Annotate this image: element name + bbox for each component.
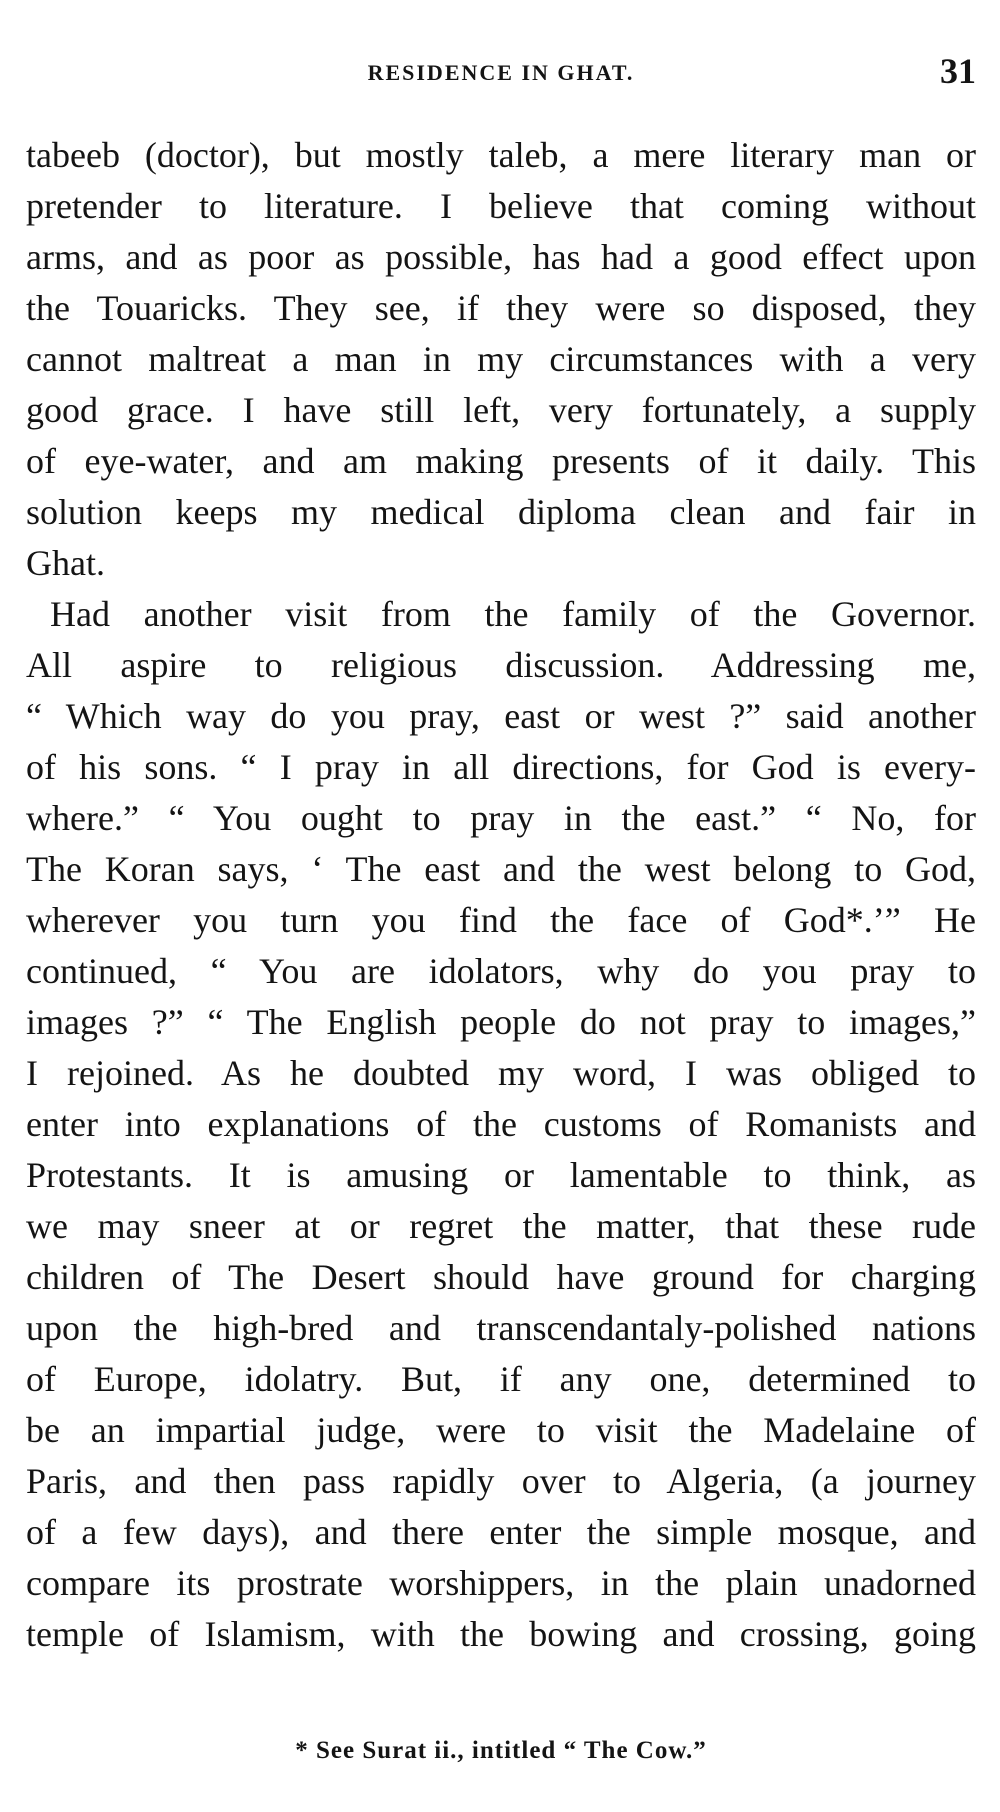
text-line: continued, “ You are idolators, why do you pray to <box>26 951 976 991</box>
text-line: of Europe, idolatry. But, if any one, determined to <box>26 1359 976 1399</box>
page-header <box>26 50 976 94</box>
text-line: Ghat. <box>26 543 105 583</box>
text-line: pretender to literature. I believe that coming without <box>26 186 976 226</box>
text-line: wherever you turn you find the face of God*.’” He <box>26 900 976 940</box>
text-line: enter into explanations of the customs of Romanists and <box>26 1104 976 1144</box>
footnote: * See Surat ii., intitled “ The Cow.” <box>295 1737 707 1764</box>
text-line: upon the high-bred and transcendantaly-polished nations <box>26 1308 976 1348</box>
text-line: arms, and as poor as possible, has had a good effect upon <box>26 237 976 277</box>
text-line: “ Which way do you pray, east or west ?” said another <box>26 696 976 736</box>
text-line: images ?” “ The English people do not pray to images,” <box>26 1002 976 1042</box>
text-line: temple of Islamism, with the bowing and crossing, going <box>26 1614 976 1654</box>
text-line: be an impartial judge, were to visit the Madelaine of <box>26 1410 976 1450</box>
body-text <box>26 130 976 1660</box>
text-line: cannot maltreat a man in my circumstances with a very <box>26 339 976 379</box>
text-line: compare its prostrate worshippers, in the plain unadorned <box>26 1563 976 1603</box>
text-line: of eye-water, and am making presents of it daily. This <box>26 441 976 481</box>
text-line: where.” “ You ought to pray in the east.” “ No, for <box>26 798 976 838</box>
running-head: RESIDENCE IN GHAT. <box>367 60 635 85</box>
text-line: Paris, and then pass rapidly over to Algeria, (a journey <box>26 1461 976 1501</box>
text-line: children of The Desert should have ground for charging <box>26 1257 976 1297</box>
text-line: solution keeps my medical diploma clean and fair in <box>26 492 976 532</box>
text-line: Protestants. It is amusing or lamentable to think, as <box>26 1155 976 1195</box>
text-line: of a few days), and there enter the simple mosque, and <box>26 1512 976 1552</box>
text-line: good grace. I have still left, very fortunately, a supply <box>26 390 976 430</box>
text-line: we may sneer at or regret the matter, that these rude <box>26 1206 976 1246</box>
text-line: Had another visit from the family of the Governor. <box>50 594 976 634</box>
text-line: tabeeb (doctor), but mostly taleb, a mere literary man or <box>26 135 976 175</box>
text-line: The Koran says, ‘ The east and the west belong to God, <box>26 849 976 889</box>
text-line: I rejoined. As he doubted my word, I was obliged to <box>26 1053 976 1093</box>
text-line: of his sons. “ I pray in all directions, for God is every- <box>26 747 976 787</box>
page-number: 31 <box>940 51 976 91</box>
text-line: All aspire to religious discussion. Addressing me, <box>26 645 976 685</box>
text-line: the Touaricks. They see, if they were so disposed, they <box>26 288 976 328</box>
